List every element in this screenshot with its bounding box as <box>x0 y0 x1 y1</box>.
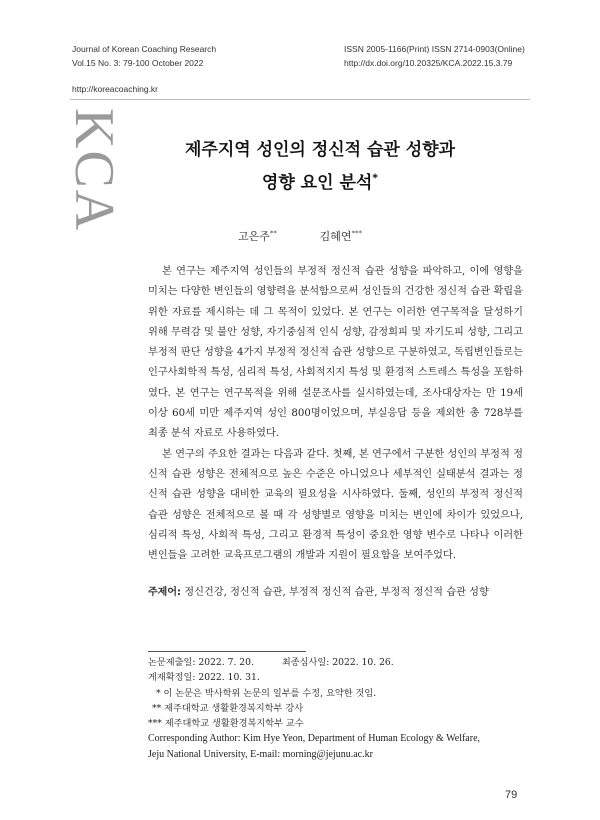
footnotes <box>148 655 528 762</box>
journal-header-right <box>344 42 525 70</box>
abstract-paragraph-1: 본 연구는 제주지역 성인들의 부정적 정신적 습관 성향을 파악하고, 이에 영향을 미치는 다양한 변인들의 영향력을 분석함으로써 성인들의 건강한 정신적 습관 확립을 위한 자료를 제시하는 데 그 목적이 있었다. 본 연구는 이러한 연구목적을 달성하기 위해 무력감 및 불안 성향, 자기중심적 인식 성향, 감정회피 및 자기도피 성향, 그리고 부정적 판단 성향을 4가지 부정적 정신적 습관 성향으로 구분하였고, 독립변인들로는 인구사회학적 특성, 심리적 특성, 사회적지지 특성 및 환경적 스트레스 특성을 포함하였다. 본 연구는 연구목적을 위해 설문조사를 실시하였는데, 조사대상자는 만 19세 이상 60세 미만 제주지역 성인 800명이었으며, 부실응답 등을 제외한 총 728부를 최종 분석 자료로 사용하였다. <box>148 266 523 440</box>
doi-link[interactable]: http://dx.doi.org/10.20325/KCA.2022.15.3.79 <box>344 58 513 68</box>
footnote-2: ** 제주대학교 생활환경복지학부 강사 <box>152 702 304 714</box>
authors <box>0 228 600 244</box>
footnote-1: * 이 논문은 박사학위 논문의 일부를 수정, 요약한 것임. <box>156 687 377 699</box>
journal-header-left <box>72 42 216 70</box>
submitted-date: 논문제출일: 2022. 7. 20. <box>148 657 254 668</box>
author-2-name: 김혜연 <box>319 231 352 243</box>
corresponding-author: Corresponding Author: Kim Hye Yeon, Department of Human Ecology & Welfare, <box>148 733 481 745</box>
kca-logo-text: KCA <box>63 108 125 233</box>
author-1-name: 고은주 <box>237 231 270 243</box>
page-number: 79 <box>505 789 518 801</box>
title-line-2-text: 영향 요인 분석 <box>261 173 373 193</box>
paper-dates <box>148 655 528 686</box>
keywords-list: 정신건강, 정신적 습관, 부정적 정신적 습관, 부정적 정신적 습관 성향 <box>184 587 489 598</box>
abstract-paragraph-2: 본 연구의 주요한 결과는 다음과 같다. 첫째, 본 연구에서 구분한 성인의 부정적 정신적 습관 성향은 전체적으로 높은 수준은 아니었으나 세부적인 실태분석 결과는 정신적 습관 성향을 대비한 교육의 필요성을 시사하였다. 둘째, 성인의 부정적 정신적 습관 성향은 전체적으로 볼 때 각 성향별로 영향을 미치는 변인에 차이가 있었으나, 심리적 특성, 사회적 특성, 그리고 환경적 특성이 중요한 영향 변수로 나타나 이러한 변인들을 고려한 교육프로그램의 개발과 지원이 필요함을 보여주었다. <box>148 448 523 562</box>
author-2-mark: *** <box>351 229 363 238</box>
title-footnote-mark: * <box>372 171 379 185</box>
reviewed-date: 최종심사일: 2022. 10. 26. <box>281 657 394 668</box>
title-line-2 <box>120 168 520 193</box>
corresponding-affiliation: Jeju National University, E-mail: morning@jejunu.ac.kr <box>148 748 373 760</box>
author-1-mark: ** <box>269 229 277 238</box>
keywords <box>148 583 523 598</box>
journal-url[interactable]: http://koreacoaching.kr <box>72 84 158 94</box>
abstract <box>148 262 523 566</box>
accepted-date: 게재확정일: 2022. 10. 31. <box>148 672 260 684</box>
keywords-label: 주제어: <box>148 587 181 598</box>
journal-volume: Vol.15 No. 3: 79-100 October 2022 <box>72 58 204 68</box>
footnote-3: *** 제주대학교 생활환경복지학부 교수 <box>148 718 304 730</box>
issn: ISSN 2005-1166(Print) ISSN 2714-0903(Online) <box>344 44 525 54</box>
header-divider <box>70 99 530 100</box>
journal-name: Journal of Korean Coaching Research <box>72 44 217 54</box>
footnote-divider <box>148 651 306 652</box>
author-2 <box>320 231 362 243</box>
title-line-1: 제주지역 성인의 정신적 습관 성향과 <box>184 140 455 160</box>
author-1 <box>238 231 277 243</box>
